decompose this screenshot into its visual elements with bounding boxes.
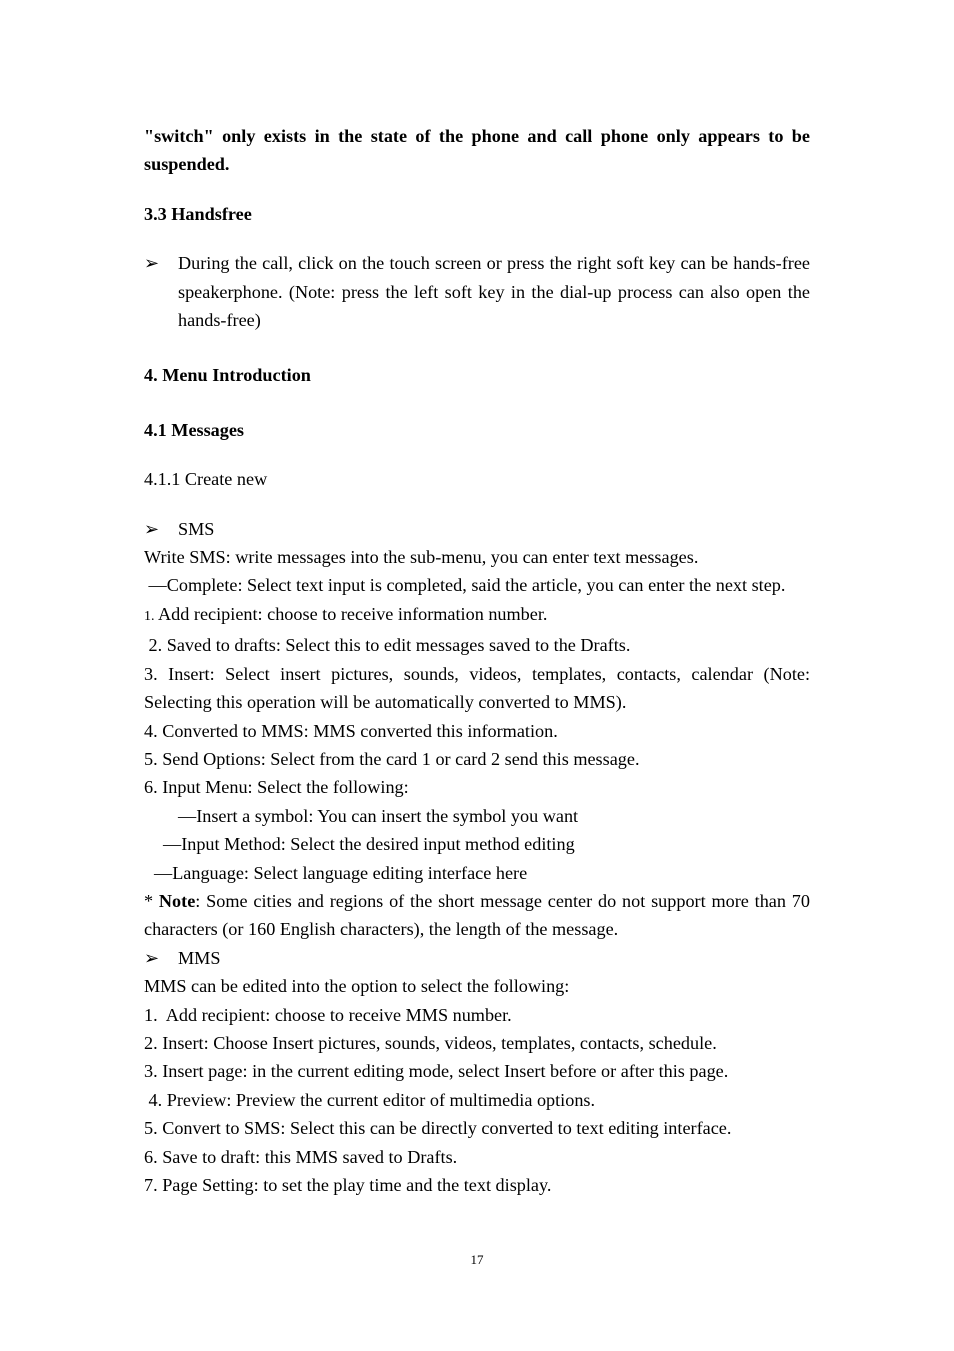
section-heading-messages: 4.1 Messages [144, 419, 245, 440]
mms-item-4: 4. Preview: Preview the current editor of multimedia options. [144, 1089, 596, 1110]
intro-line-2: suspended. [144, 154, 230, 175]
sms-item-1 [144, 600, 810, 631]
sms-label: SMS [178, 518, 215, 539]
mms-item-7: 7. Page Setting: to set the play time and the text display. [144, 1175, 552, 1195]
mms-item-6: 6. Save to draft: this MMS saved to Drafts. [144, 1146, 458, 1167]
bullet-arrow-icon: ➢ [144, 947, 160, 968]
section-heading-handsfree: 3.3 Handsfree [144, 203, 252, 224]
bullet-handsfree [144, 249, 810, 334]
sms-item-3: 3. Insert: Select insert pictures, sounds, videos, templates, contacts, calendar (Note: Selecting this operation will be automatically converted to MMS). [144, 663, 810, 713]
bullet-arrow-icon: ➢ [144, 518, 160, 539]
mms-label: MMS [178, 947, 221, 968]
subsection-create-new: 4.1.1 Create new [144, 469, 268, 490]
bullet-sms [144, 515, 810, 543]
section-heading-menu: 4. Menu Introduction [144, 365, 311, 386]
handsfree-text: During the call, click on the touch screen or press the right soft key can be hands-free speakerphone. (Note: press the left soft key in the dial-up process can also open the hands-free) [178, 253, 810, 331]
mms-item-5: 5. Convert to SMS: Select this can be directly converted to text editing interface. [144, 1118, 732, 1139]
sms-subitem-symbol: —Insert a symbol: You can insert the symbol you want [178, 805, 579, 826]
page-number: 17 [470, 1252, 484, 1267]
sms-item-5: 5. Send Options: Select from the card 1 or card 2 send this message. [144, 748, 640, 769]
document-body [144, 122, 810, 1199]
intro-line-1: "switch" only exists in the state of the phone and call phone only appears to be [144, 126, 810, 146]
sms-note [144, 887, 810, 944]
mms-intro: MMS can be edited into the option to select the following: [144, 976, 570, 997]
sms-item-2: 2. Saved to drafts: Select this to edit messages saved to the Drafts. [144, 635, 631, 656]
sms-item-4: 4. Converted to MMS: MMS converted this information. [144, 720, 558, 741]
sms-line-complete: —Complete: Select text input is completed, said the article, you can enter the next step. [144, 575, 786, 596]
sms-subitem-input-method: —Input Method: Select the desired input method editing [163, 834, 575, 855]
sms-item-6: 6. Input Menu: Select the following: [144, 777, 409, 798]
bullet-mms [144, 944, 810, 972]
intro-paragraph [144, 122, 810, 179]
sms-item-1-text: Add recipient: choose to receive information number. [154, 603, 548, 624]
note-text: : Some cities and regions of the short message center do not support more than 70 characters (or 160 English characters), the length of the message. [144, 890, 810, 940]
sms-line-write: Write SMS: write messages into the sub-menu, you can enter text messages. [144, 547, 699, 568]
sms-item-1-number: 1. [144, 608, 155, 624]
note-label: Note [158, 890, 196, 911]
bullet-arrow-icon: ➢ [144, 253, 160, 274]
sms-subitem-language: —Language: Select language editing interface here [154, 862, 528, 883]
mms-item-3: 3. Insert page: in the current editing mode, select Insert before or after this page. [144, 1061, 729, 1082]
mms-item-1: 1. Add recipient: choose to receive MMS number. [144, 1004, 512, 1025]
note-prefix: * [144, 890, 159, 911]
mms-item-2: 2. Insert: Choose Insert pictures, sounds, videos, templates, contacts, schedule. [144, 1032, 717, 1053]
